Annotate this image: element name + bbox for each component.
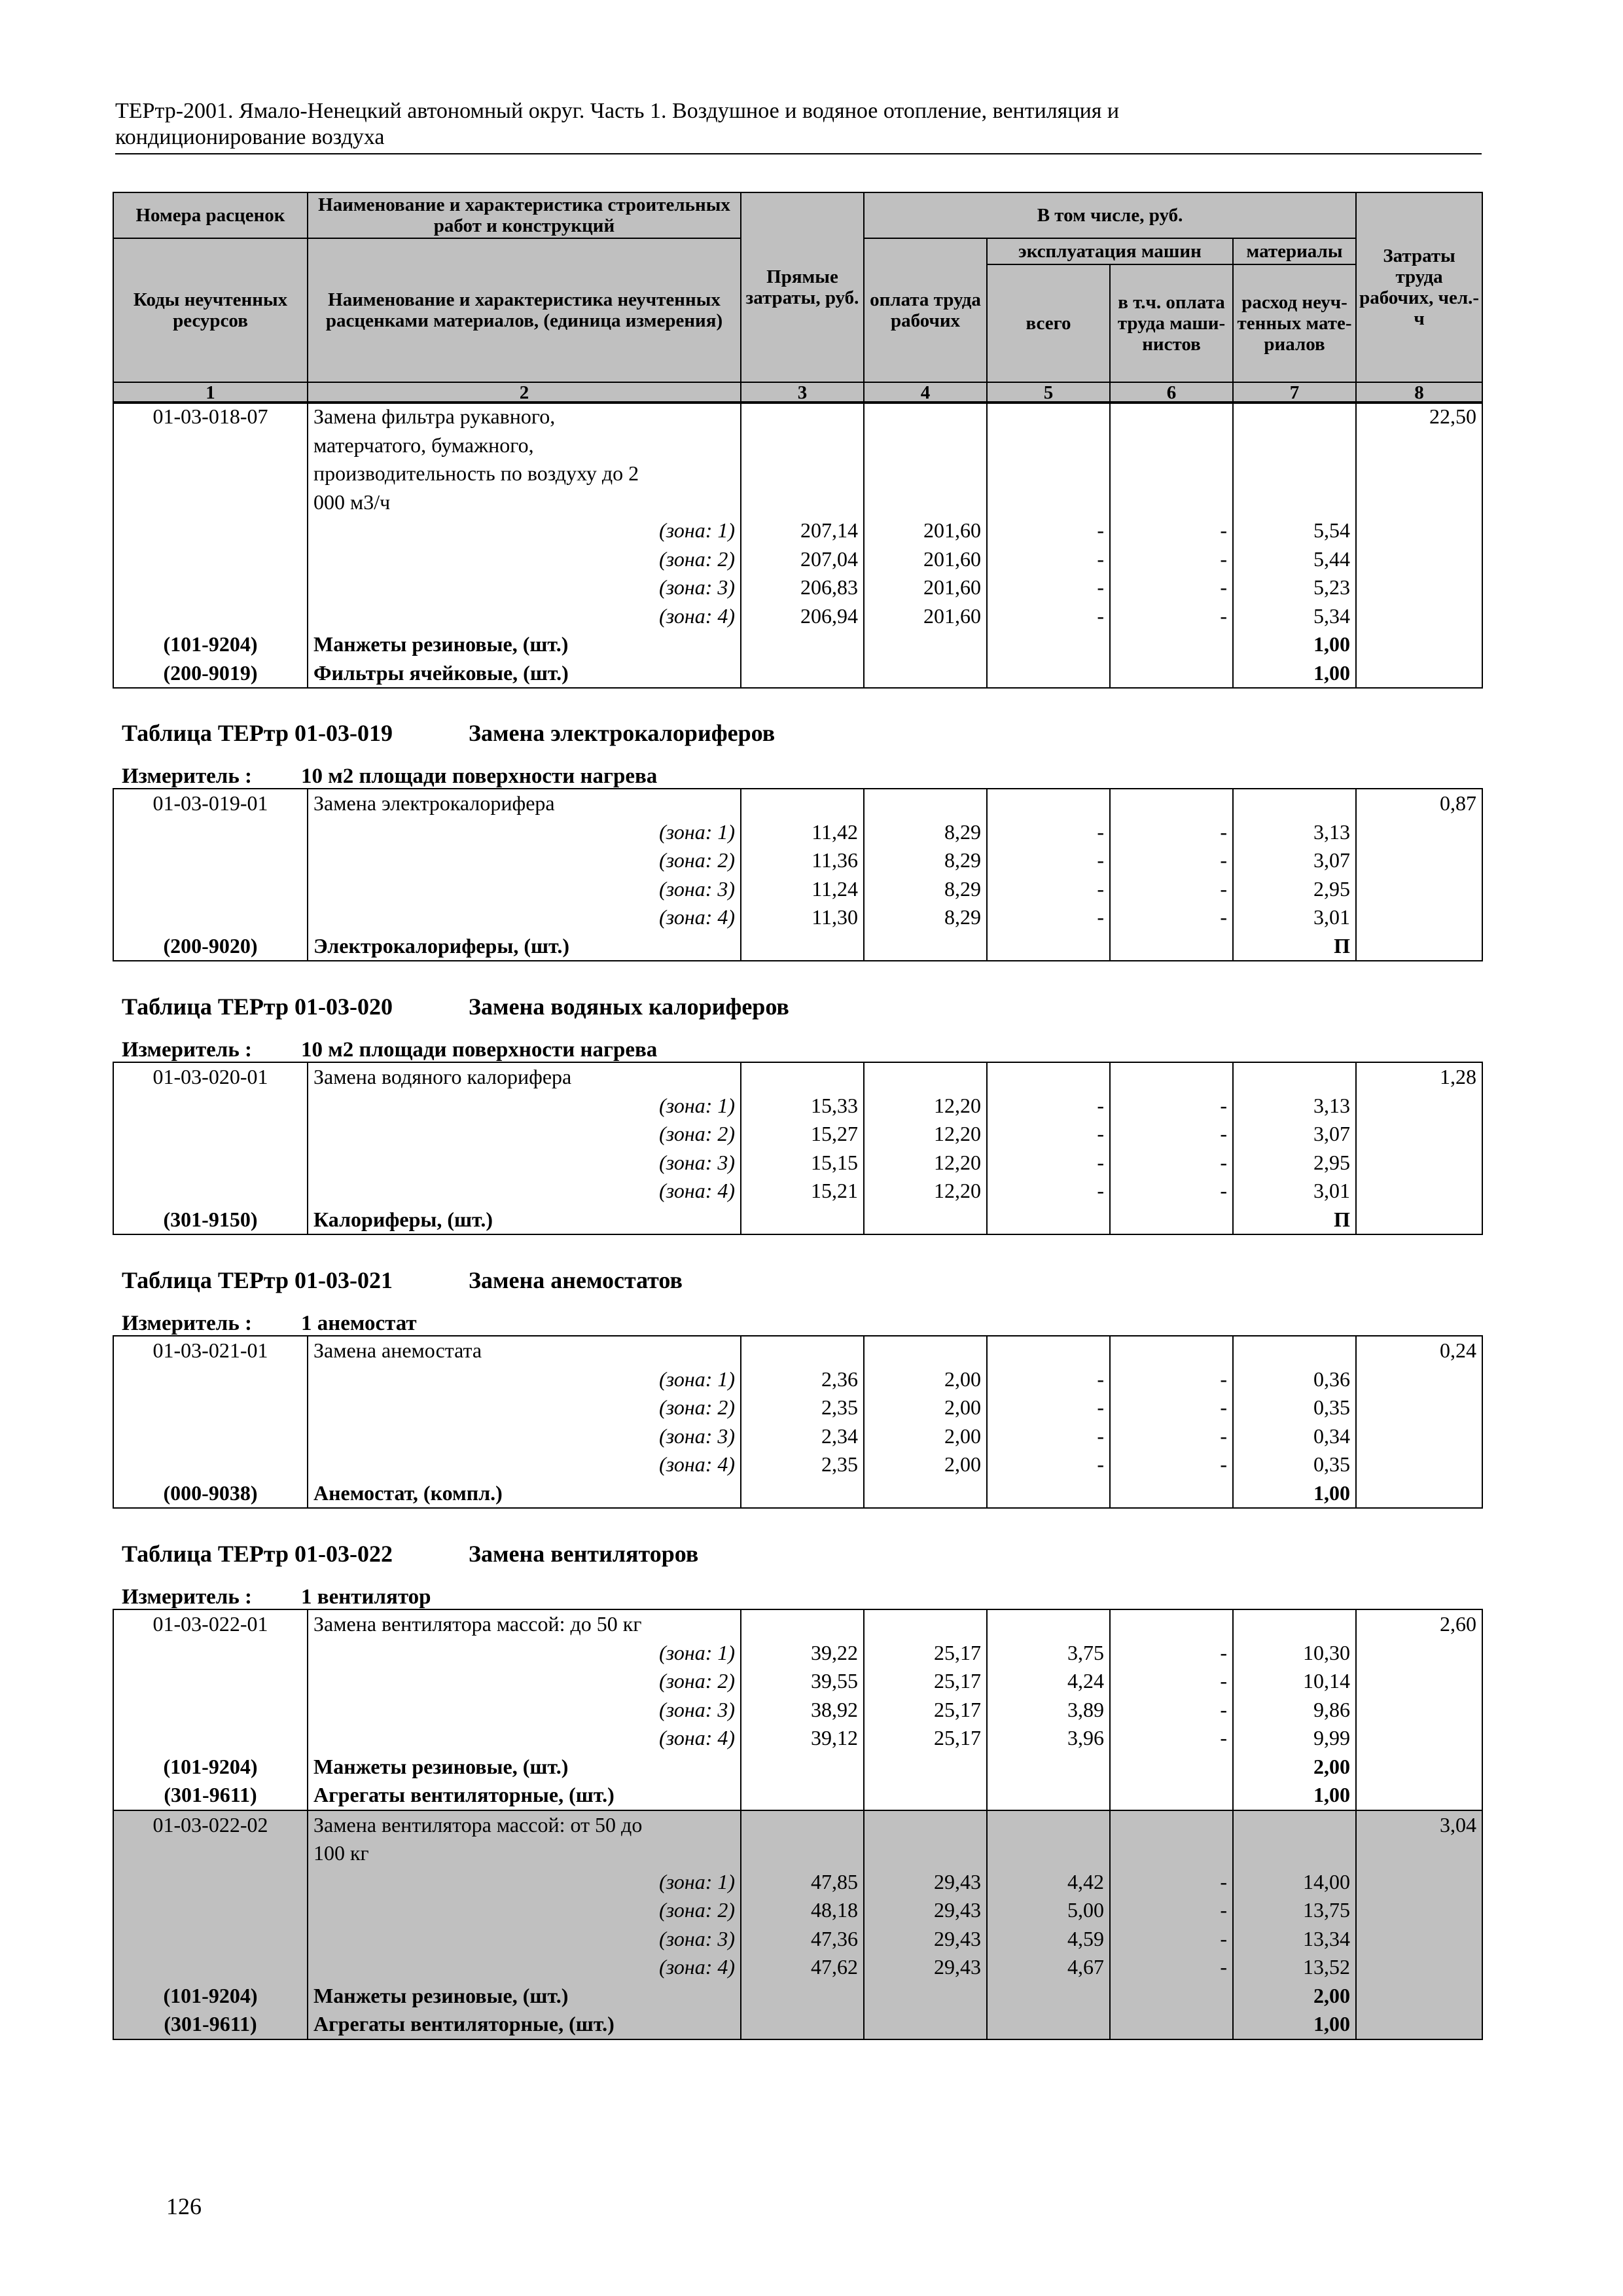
zone-row <box>113 1393 1482 1422</box>
zone-label: (зона: 3) <box>308 1149 741 1177</box>
worker-pay: 8,29 <box>864 818 987 847</box>
worker-pay: 2,00 <box>864 1393 987 1422</box>
materials: 3,01 <box>1233 1177 1356 1206</box>
rate-name: Замена электрокалорифера <box>308 789 741 818</box>
zone-row <box>113 1696 1482 1725</box>
machines-total: - <box>987 602 1110 631</box>
col-vsego: всего <box>987 264 1110 382</box>
table-title-019 <box>122 720 775 746</box>
col-index: 2 <box>308 382 741 403</box>
running-header <box>115 98 1482 154</box>
zone-label: (зона: 1) <box>308 1868 741 1897</box>
zone-label: (зона: 2) <box>308 1896 741 1925</box>
materials: 9,99 <box>1233 1724 1356 1753</box>
machinist-pay: - <box>1110 1393 1233 1422</box>
resource-qty: 2,00 <box>1233 1753 1356 1782</box>
machinist-pay: - <box>1110 1868 1233 1897</box>
resource-code: (101-9204) <box>113 1982 308 2011</box>
resource-name: Калориферы, (шт.) <box>308 1206 741 1235</box>
resource-qty: 1,00 <box>1233 659 1356 689</box>
zone-row <box>113 1092 1482 1121</box>
zone-label: (зона: 3) <box>308 875 741 904</box>
materials: 0,35 <box>1233 1393 1356 1422</box>
zone-label: (зона: 1) <box>308 1092 741 1121</box>
table-title: Замена электрокалориферов <box>469 720 776 746</box>
machines-total: 3,89 <box>987 1696 1110 1725</box>
resource-row <box>113 659 1482 689</box>
resource-name: Агрегаты вентиляторные, (шт.) <box>308 2010 741 2039</box>
materials: 13,75 <box>1233 1896 1356 1925</box>
zone-label: (зона: 2) <box>308 1120 741 1149</box>
machines-total: 3,96 <box>987 1724 1110 1753</box>
direct-cost: 207,04 <box>741 545 864 574</box>
rate-code: 01-03-020-01 <box>113 1062 308 1092</box>
machines-total: - <box>987 545 1110 574</box>
resource-name: Электрокалориферы, (шт.) <box>308 932 741 961</box>
worker-pay: 12,20 <box>864 1177 987 1206</box>
zone-label: (зона: 4) <box>308 1953 741 1982</box>
rate-row <box>113 1609 1482 1639</box>
table-021-body <box>113 1335 1483 1509</box>
zone-label: (зона: 3) <box>308 1925 741 1954</box>
col-index: 6 <box>1110 382 1233 403</box>
meter-020 <box>122 1037 657 1062</box>
direct-cost: 206,83 <box>741 573 864 602</box>
zone-label: (зона: 2) <box>308 1393 741 1422</box>
machines-total: - <box>987 846 1110 875</box>
header-line-2: кондиционирование воздуха <box>115 125 385 149</box>
col-index: 4 <box>864 382 987 403</box>
meter-label: Измеритель : <box>122 1312 253 1335</box>
zone-row <box>113 516 1482 545</box>
rate-name: Замена вентилятора массой: до 50 кг <box>308 1609 741 1639</box>
col-zatraty: Затраты труда рабочих, чел.-ч <box>1356 192 1482 382</box>
resource-name: Манжеты резиновые, (шт.) <box>308 1982 741 2011</box>
machinist-pay: - <box>1110 1896 1233 1925</box>
col-ekspluatatsiya: эксплуатация машин <box>987 238 1233 264</box>
machines-total: - <box>987 1450 1110 1479</box>
col-naim-bottom: Наименование и характеристика неучтенных расценками материалов, (единица измерения) <box>308 238 741 382</box>
resource-name: Фильтры ячейковые, (шт.) <box>308 659 741 689</box>
column-header-table <box>113 192 1483 404</box>
resource-qty: 1,00 <box>1233 2010 1356 2039</box>
zone-row <box>113 875 1482 904</box>
zone-row <box>113 1365 1482 1394</box>
resource-row <box>113 1982 1482 2011</box>
materials: 2,95 <box>1233 875 1356 904</box>
rate-row-highlighted <box>113 1810 1482 1868</box>
zone-row <box>113 1724 1482 1753</box>
worker-pay: 201,60 <box>864 573 987 602</box>
col-index: 7 <box>1233 382 1356 403</box>
labor-cost: 0,87 <box>1356 789 1482 818</box>
rate-code: 01-03-019-01 <box>113 789 308 818</box>
header-line-1: ТЕРтр-2001. Ямало-Ненецкий автономный округ. Часть 1. Воздушное и водяное отопление, вентиляция и <box>115 99 1120 123</box>
machinist-pay: - <box>1110 903 1233 932</box>
direct-cost: 2,35 <box>741 1393 864 1422</box>
machines-total: - <box>987 1393 1110 1422</box>
zone-row <box>113 1120 1482 1149</box>
worker-pay: 29,43 <box>864 1868 987 1897</box>
materials: 13,52 <box>1233 1953 1356 1982</box>
materials: 3,07 <box>1233 846 1356 875</box>
machines-total: 5,00 <box>987 1896 1110 1925</box>
materials: 3,01 <box>1233 903 1356 932</box>
zone-label: (зона: 4) <box>308 1450 741 1479</box>
machinist-pay: - <box>1110 516 1233 545</box>
worker-pay: 29,43 <box>864 1925 987 1954</box>
resource-code: (101-9204) <box>113 1753 308 1782</box>
zone-label: (зона: 4) <box>308 602 741 631</box>
materials: 10,14 <box>1233 1667 1356 1696</box>
direct-cost: 15,27 <box>741 1120 864 1149</box>
worker-pay: 2,00 <box>864 1450 987 1479</box>
materials: 0,36 <box>1233 1365 1356 1394</box>
resource-qty: 1,00 <box>1233 1781 1356 1810</box>
machinist-pay: - <box>1110 1365 1233 1394</box>
materials: 0,34 <box>1233 1422 1356 1451</box>
machines-total: - <box>987 1120 1110 1149</box>
meter-value: 10 м2 площади поверхности нагрева <box>301 1038 658 1062</box>
machinist-pay: - <box>1110 1422 1233 1451</box>
machines-total: 4,24 <box>987 1667 1110 1696</box>
direct-cost: 47,62 <box>741 1953 864 1982</box>
zone-label: (зона: 1) <box>308 1639 741 1668</box>
rate-name <box>308 402 741 516</box>
zone-label: (зона: 4) <box>308 1724 741 1753</box>
direct-cost: 2,35 <box>741 1450 864 1479</box>
resource-code: (301-9611) <box>113 2010 308 2039</box>
worker-pay: 2,00 <box>864 1365 987 1394</box>
table-019-body <box>113 788 1483 961</box>
rate-name-line: 100 кг <box>313 1841 369 1865</box>
resource-name: Агрегаты вентиляторные, (шт.) <box>308 1781 741 1810</box>
col-pryamye: Прямые затраты, руб. <box>741 192 864 382</box>
machinist-pay: - <box>1110 875 1233 904</box>
table-code: Таблица ТЕРтр 01-03-022 <box>122 1541 393 1567</box>
zone-row <box>113 1667 1482 1696</box>
materials: 2,95 <box>1233 1149 1356 1177</box>
zone-row <box>113 1149 1482 1177</box>
materials: 14,00 <box>1233 1868 1356 1897</box>
zone-label: (зона: 2) <box>308 846 741 875</box>
materials: 3,07 <box>1233 1120 1356 1149</box>
zone-label: (зона: 1) <box>308 1365 741 1394</box>
resource-row <box>113 1479 1482 1509</box>
col-index: 8 <box>1356 382 1482 403</box>
resource-code: (301-9611) <box>113 1781 308 1810</box>
rate-row <box>113 1336 1482 1365</box>
zone-label: (зона: 2) <box>308 1667 741 1696</box>
worker-pay: 25,17 <box>864 1724 987 1753</box>
col-index: 3 <box>741 382 864 403</box>
meter-value: 10 м2 площади поверхности нагрева <box>301 764 658 788</box>
machinist-pay: - <box>1110 1724 1233 1753</box>
materials: 9,86 <box>1233 1696 1356 1725</box>
zone-label: (зона: 4) <box>308 1177 741 1206</box>
resource-name: Анемостат, (компл.) <box>308 1479 741 1509</box>
resource-qty: П <box>1233 1206 1356 1235</box>
machinist-pay: - <box>1110 1639 1233 1668</box>
machines-total: - <box>987 1422 1110 1451</box>
materials: 0,35 <box>1233 1450 1356 1479</box>
worker-pay: 201,60 <box>864 545 987 574</box>
machinist-pay: - <box>1110 545 1233 574</box>
direct-cost: 11,24 <box>741 875 864 904</box>
direct-cost: 39,12 <box>741 1724 864 1753</box>
zone-row <box>113 573 1482 602</box>
worker-pay: 12,20 <box>864 1120 987 1149</box>
zone-label: (зона: 3) <box>308 1422 741 1451</box>
direct-cost: 11,42 <box>741 818 864 847</box>
zone-row <box>113 903 1482 932</box>
resource-code: (000-9038) <box>113 1479 308 1509</box>
meter-022 <box>122 1585 431 1609</box>
direct-cost: 38,92 <box>741 1696 864 1725</box>
zone-row <box>113 1450 1482 1479</box>
resource-code: (200-9020) <box>113 932 308 961</box>
worker-pay: 201,60 <box>864 602 987 631</box>
materials: 3,13 <box>1233 818 1356 847</box>
resource-code: (301-9150) <box>113 1206 308 1235</box>
machinist-pay: - <box>1110 818 1233 847</box>
zone-row <box>113 818 1482 847</box>
labor-cost: 3,04 <box>1356 1810 1482 1868</box>
zone-row <box>113 1639 1482 1668</box>
meter-value: 1 анемостат <box>301 1312 417 1335</box>
zone-row <box>113 1868 1482 1897</box>
machinist-pay: - <box>1110 573 1233 602</box>
direct-cost: 2,36 <box>741 1365 864 1394</box>
direct-cost: 39,22 <box>741 1639 864 1668</box>
column-index-row <box>113 382 1482 403</box>
table-code: Таблица ТЕРтр 01-03-020 <box>122 994 393 1020</box>
zone-label: (зона: 3) <box>308 1696 741 1725</box>
direct-cost: 15,21 <box>741 1177 864 1206</box>
materials: 3,13 <box>1233 1092 1356 1121</box>
machines-total: 4,67 <box>987 1953 1110 1982</box>
meter-021 <box>122 1311 417 1336</box>
col-nomera: Номера расценок <box>113 192 308 238</box>
col-kody: Коды неучтенных ресурсов <box>113 238 308 382</box>
rate-name: Замена водяного калорифера <box>308 1062 741 1092</box>
zone-row <box>113 1422 1482 1451</box>
zone-label: (зона: 2) <box>308 545 741 574</box>
materials: 13,34 <box>1233 1925 1356 1954</box>
materials: 5,54 <box>1233 516 1356 545</box>
resource-row <box>113 1781 1482 1810</box>
resource-row <box>113 1753 1482 1782</box>
machinist-pay: - <box>1110 1953 1233 1982</box>
direct-cost: 15,15 <box>741 1149 864 1177</box>
materials: 10,30 <box>1233 1639 1356 1668</box>
machines-total: - <box>987 818 1110 847</box>
direct-cost: 47,85 <box>741 1868 864 1897</box>
rate-name: Замена анемостата <box>308 1336 741 1365</box>
machinist-pay: - <box>1110 1696 1233 1725</box>
resource-code: (200-9019) <box>113 659 308 689</box>
direct-cost: 39,55 <box>741 1667 864 1696</box>
machines-total: - <box>987 1177 1110 1206</box>
table-title: Замена вентиляторов <box>469 1541 699 1567</box>
direct-cost: 2,34 <box>741 1422 864 1451</box>
resource-name: Манжеты резиновые, (шт.) <box>308 630 741 659</box>
table-title: Замена водяных калориферов <box>469 994 789 1020</box>
meter-label: Измеритель : <box>122 1585 253 1609</box>
col-vtch: в т.ч. оплата труда маши-нистов <box>1110 264 1233 382</box>
zone-row <box>113 846 1482 875</box>
machinist-pay: - <box>1110 1925 1233 1954</box>
machines-total: 4,42 <box>987 1868 1110 1897</box>
meter-label: Измеритель : <box>122 1038 253 1062</box>
direct-cost: 47,36 <box>741 1925 864 1954</box>
machinist-pay: - <box>1110 1120 1233 1149</box>
machinist-pay: - <box>1110 1092 1233 1121</box>
zone-label: (зона: 3) <box>308 573 741 602</box>
resource-qty: П <box>1233 932 1356 961</box>
direct-cost: 15,33 <box>741 1092 864 1121</box>
rate-row <box>113 402 1482 516</box>
worker-pay: 12,20 <box>864 1149 987 1177</box>
worker-pay: 29,43 <box>864 1896 987 1925</box>
resource-row <box>113 1206 1482 1235</box>
machines-total: - <box>987 1092 1110 1121</box>
col-v-tom-chisle: В том числе, руб. <box>864 192 1356 238</box>
rate-row <box>113 789 1482 818</box>
resource-code: (101-9204) <box>113 630 308 659</box>
worker-pay: 29,43 <box>864 1953 987 1982</box>
table-020-body <box>113 1062 1483 1235</box>
resource-row <box>113 932 1482 961</box>
rate-code: 01-03-022-02 <box>113 1810 308 1868</box>
resource-qty: 1,00 <box>1233 630 1356 659</box>
table-code: Таблица ТЕРтр 01-03-019 <box>122 720 393 746</box>
meter-label: Измеритель : <box>122 764 253 788</box>
table-022-body <box>113 1609 1483 2040</box>
worker-pay: 25,17 <box>864 1696 987 1725</box>
rate-name-line: Замена вентилятора массой: от 50 до <box>313 1812 643 1837</box>
zone-row <box>113 545 1482 574</box>
machines-total: - <box>987 516 1110 545</box>
materials: 5,34 <box>1233 602 1356 631</box>
machines-total: 4,59 <box>987 1925 1110 1954</box>
worker-pay: 201,60 <box>864 516 987 545</box>
machines-total: - <box>987 1365 1110 1394</box>
direct-cost: 206,94 <box>741 602 864 631</box>
machinist-pay: - <box>1110 1149 1233 1177</box>
table-title-022 <box>122 1541 698 1567</box>
rate-row <box>113 1062 1482 1092</box>
rate-name-line: производительность по воздуху до 2 <box>313 461 639 485</box>
labor-cost: 1,28 <box>1356 1062 1482 1092</box>
zone-row <box>113 1953 1482 1982</box>
worker-pay: 2,00 <box>864 1422 987 1451</box>
col-naim-top: Наименование и характеристика строительных работ и конструкций <box>308 192 741 238</box>
worker-pay: 8,29 <box>864 903 987 932</box>
direct-cost: 48,18 <box>741 1896 864 1925</box>
table-title: Замена анемостатов <box>469 1267 683 1293</box>
direct-cost: 207,14 <box>741 516 864 545</box>
resource-name: Манжеты резиновые, (шт.) <box>308 1753 741 1782</box>
zone-row <box>113 1925 1482 1954</box>
rate-code: 01-03-018-07 <box>113 402 308 516</box>
machinist-pay: - <box>1110 1177 1233 1206</box>
worker-pay: 8,29 <box>864 846 987 875</box>
machines-total: - <box>987 903 1110 932</box>
worker-pay: 12,20 <box>864 1092 987 1121</box>
labor-cost: 22,50 <box>1356 402 1482 516</box>
rate-name-line: Замена фильтра рукавного, <box>313 404 556 428</box>
resource-qty: 1,00 <box>1233 1479 1356 1509</box>
rate-code: 01-03-022-01 <box>113 1609 308 1639</box>
col-materialy: материалы <box>1233 238 1356 264</box>
meter-value: 1 вентилятор <box>301 1585 431 1609</box>
rate-code: 01-03-021-01 <box>113 1336 308 1365</box>
machines-total: 3,75 <box>987 1639 1110 1668</box>
machinist-pay: - <box>1110 1450 1233 1479</box>
zone-row <box>113 1177 1482 1206</box>
rate-name-line: 000 м3/ч <box>313 490 391 514</box>
labor-cost: 2,60 <box>1356 1609 1482 1639</box>
direct-cost: 11,36 <box>741 846 864 875</box>
zone-row <box>113 602 1482 631</box>
machinist-pay: - <box>1110 846 1233 875</box>
materials: 5,23 <box>1233 573 1356 602</box>
col-oplata: оплата труда рабочих <box>864 238 987 382</box>
materials: 5,44 <box>1233 545 1356 574</box>
labor-cost: 0,24 <box>1356 1336 1482 1365</box>
machines-total: - <box>987 573 1110 602</box>
table-018-body <box>113 401 1483 689</box>
table-title-020 <box>122 994 789 1020</box>
zone-row <box>113 1896 1482 1925</box>
col-index: 5 <box>987 382 1110 403</box>
page-number: 126 <box>166 2193 202 2219</box>
worker-pay: 25,17 <box>864 1667 987 1696</box>
col-index: 1 <box>113 382 308 403</box>
machinist-pay: - <box>1110 1667 1233 1696</box>
rate-name <box>308 1810 741 1868</box>
zone-label: (зона: 4) <box>308 903 741 932</box>
rate-name-line: матерчатого, бумажного, <box>313 433 534 457</box>
resource-row <box>113 2010 1482 2039</box>
table-title-021 <box>122 1267 683 1293</box>
machines-total: - <box>987 875 1110 904</box>
col-rashod: расход неуч-тенных мате-риалов <box>1233 264 1356 382</box>
machinist-pay: - <box>1110 602 1233 631</box>
direct-cost: 11,30 <box>741 903 864 932</box>
zone-label: (зона: 1) <box>308 818 741 847</box>
zone-label: (зона: 1) <box>308 516 741 545</box>
worker-pay: 25,17 <box>864 1639 987 1668</box>
worker-pay: 8,29 <box>864 875 987 904</box>
table-code: Таблица ТЕРтр 01-03-021 <box>122 1267 393 1293</box>
resource-row <box>113 630 1482 659</box>
resource-qty: 2,00 <box>1233 1982 1356 2011</box>
machines-total: - <box>987 1149 1110 1177</box>
meter-019 <box>122 764 657 789</box>
